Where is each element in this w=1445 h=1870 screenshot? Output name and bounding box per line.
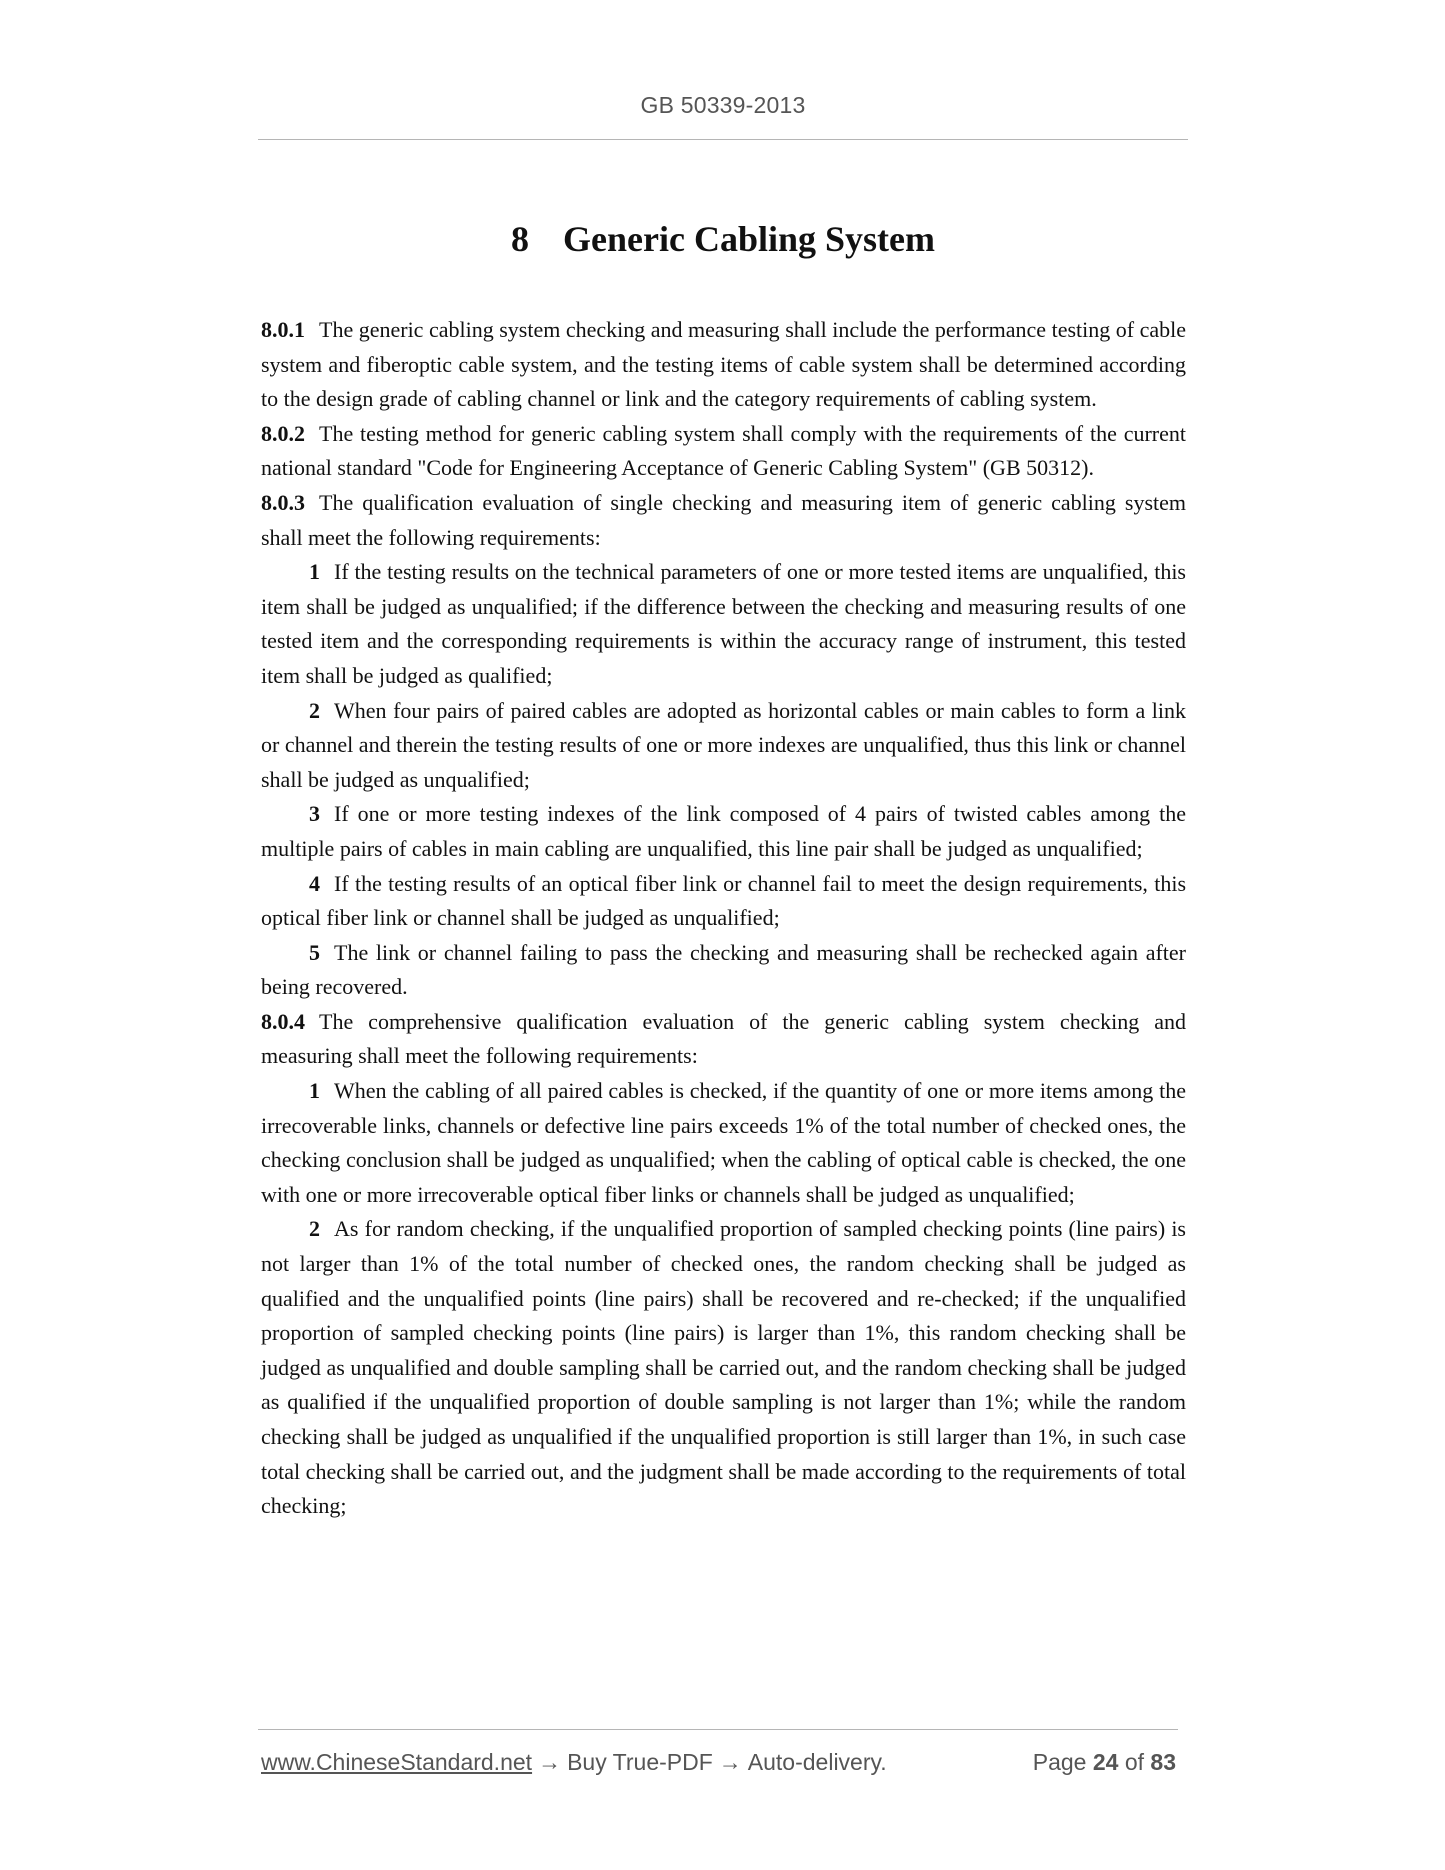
- site-link[interactable]: www.ChineseStandard.net: [261, 1749, 533, 1775]
- clause-number: 8.0.2: [261, 420, 305, 446]
- arrow-right-icon: →: [718, 1749, 742, 1775]
- clause-8-0-1: [261, 313, 1186, 417]
- clause-8-0-3-item-5: [261, 936, 1186, 1005]
- item-number: 1: [309, 1078, 320, 1104]
- item-number: 1: [309, 559, 320, 585]
- chapter-title-text: Generic Cabling System: [563, 219, 935, 259]
- clause-text: The comprehensive qualification evaluation of the generic cabling system checking and measuring shall meet the following requirements:: [261, 1008, 1186, 1069]
- item-text: When the cabling of all paired cables is checked, if the quantity of one or more items among the irrecoverable links, channels or defective line pairs exceeds 1% of the total number of checked ones, the checking conclusion shall be judged as unqualified; when the cabling of optical cable is checked, the one with one or more irrecoverable optical fiber links or channels shall be judged as unqualified;: [261, 1078, 1186, 1207]
- item-text: As for random checking, if the unqualified proportion of sampled checking points (line pairs) is not larger than 1% of the total number of checked ones, the random checking shall be judged as qualified and the unqualified points (line pairs) shall be recovered and re-checked; if the unqualified proportion of sampled checking points (line pairs) is larger than 1%, this random checking shall be judged as unqualified and double sampling shall be carried out, and the random checking shall be judged as qualified if the unqualified proportion of double sampling is not larger than 1%; while the random checking shall be judged as unqualified if the unqualified proportion is still larger than 1%, in such case total checking shall be carried out, and the judgment shall be made according to the requirements of total checking;: [261, 1216, 1186, 1519]
- page-label: Page: [1032, 1749, 1087, 1775]
- buy-true-pdf-text: Buy True-PDF: [567, 1749, 713, 1775]
- clause-8-0-4: [261, 1005, 1186, 1074]
- clause-8-0-3-item-1: [261, 555, 1186, 693]
- page-indicator: [1033, 1749, 1176, 1776]
- page-footer: [261, 1749, 1181, 1779]
- clause-8-0-3-item-2: [261, 694, 1186, 798]
- clause-8-0-4-item-1: [261, 1074, 1186, 1212]
- footer-divider: [258, 1729, 1178, 1730]
- clause-text: The qualification evaluation of single checking and measuring item of generic cabling system shall meet the following requirements:: [261, 489, 1186, 550]
- clause-8-0-4-item-2: [261, 1212, 1186, 1523]
- item-number: 5: [309, 939, 320, 965]
- chapter-title: [258, 218, 1188, 260]
- item-number: 2: [309, 697, 320, 723]
- item-text: If the testing results of an optical fiber link or channel fail to meet the design requirements, this optical fiber link or channel shall be judged as unqualified;: [261, 870, 1186, 931]
- chapter-number: 8: [511, 219, 529, 259]
- clause-number: 8.0.1: [261, 317, 305, 342]
- item-number: 2: [309, 1216, 320, 1242]
- clause-text: The generic cabling system checking and measuring shall include the performance testing of cable system and fiberoptic cable system, and the testing items of cable system shall be determined according to the design grade of cabling channel or link and the category requirements of cabling system.: [261, 317, 1186, 412]
- clause-8-0-3: [261, 486, 1186, 555]
- page-total: 83: [1150, 1749, 1176, 1775]
- document-body: [261, 313, 1186, 1524]
- item-text: If one or more testing indexes of the link composed of 4 pairs of twisted cables among the multiple pairs of cables in main cabling are unqualified, this line pair shall be judged as unqualified;: [261, 801, 1186, 861]
- item-text: When four pairs of paired cables are adopted as horizontal cables or main cables to form a link or channel and therein the testing results of one or more indexes are unqualified, thus this link or channel shall be judged as unqualified;: [261, 697, 1186, 792]
- arrow-right-icon: →: [538, 1749, 562, 1775]
- clause-number: 8.0.4: [261, 1008, 305, 1034]
- item-text: The link or channel failing to pass the checking and measuring shall be rechecked again after being recovered.: [261, 939, 1186, 1000]
- item-text: If the testing results on the technical parameters of one or more tested items are unqualified, this item shall be judged as unqualified; if the difference between the checking and measuring results of one tested item and the corresponding requirements is within the accuracy range of instrument, this tested item shall be judged as qualified;: [261, 559, 1186, 688]
- item-number: 4: [309, 870, 320, 896]
- clause-number: 8.0.3: [261, 489, 305, 515]
- clause-8-0-3-item-4: [261, 867, 1186, 936]
- item-number: 3: [309, 801, 320, 827]
- page-current: 24: [1092, 1749, 1119, 1775]
- page-header-standard-code: GB 50339-2013: [640, 92, 806, 118]
- clause-8-0-2: [261, 417, 1186, 486]
- footer-promo: [261, 1749, 887, 1776]
- of-label: of: [1124, 1749, 1145, 1775]
- clause-8-0-3-item-3: [261, 797, 1186, 866]
- header-divider: [258, 139, 1188, 140]
- clause-text: The testing method for generic cabling system shall comply with the requirements of the current national standard "Code for Engineering Acceptance of Generic Cabling System" (GB 50312).: [261, 420, 1186, 481]
- auto-delivery-text: Auto-delivery.: [747, 1749, 887, 1775]
